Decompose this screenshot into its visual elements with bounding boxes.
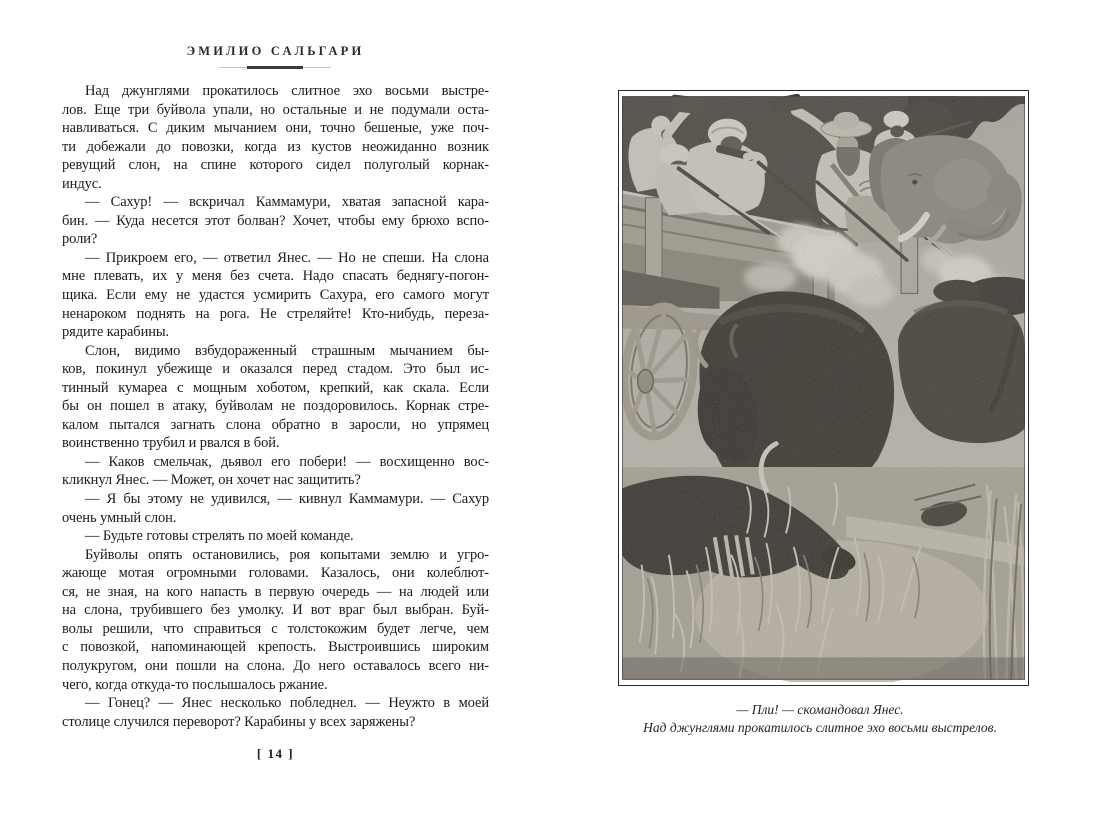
text-line: столице случился переворот? Карабины у всех заряжены? [62, 713, 416, 730]
text-line: Буйволы опять остановились, роя копытами землю и угро- [85, 546, 489, 563]
text-line: бин. — Куда несется этот болван? Хочет, чтобы ему брюхо вспо- [62, 212, 489, 229]
text-line: полукругом, они пошли на слона. До него оставалось всего ни- [62, 657, 489, 674]
text-line: роли? [62, 231, 98, 248]
running-header: ЭМИЛИО САЛЬГАРИ [186, 44, 365, 58]
text-line: ти добежали до повозки, когда из кустов неожиданно возник [62, 138, 489, 155]
text-line: навливаться. С диким мычанием они, точно бешеные, уже поч- [62, 120, 489, 137]
text-line: ненароком поднять на рога. Не стреляйте! Кто-нибудь, переза- [62, 305, 489, 322]
text-line: ревущий слон, на спине которого сидел полуголый корнак- [62, 157, 489, 174]
header-rule-ornament [219, 66, 331, 69]
paragraph [62, 342, 489, 453]
text-line: калом пытался загнать слона обратно в заросли, но упрямец [62, 416, 489, 433]
text-line: — Сахур! — вскричал Каммамури, хватая запасной кара- [85, 194, 489, 211]
text-line: — Будьте готовы стрелять по моей команде. [85, 528, 354, 545]
text-line: — Я бы этому не удивился, — кивнул Каммамури. — Сахур [85, 491, 489, 508]
text-line: тинный кумареа с мощным хоботом, крепкий, как скала. Если [62, 379, 489, 396]
text-line: — Прикроем его, — ответил Янес. — Но не спеши. На слона [85, 249, 489, 266]
paragraph [62, 453, 489, 490]
text-line: Слон, видимо взбудораженный страшным мычанием бы- [85, 342, 489, 359]
text-line: на слона, трубившего без умолку. И вот враг был выбран. Буй- [62, 602, 489, 619]
illustration-caption [615, 701, 1025, 736]
text-line: воинственно трубил и рвался в бой. [62, 435, 280, 452]
text-line: кликнул Янес. — Может, он хочет нас защитить? [62, 472, 361, 489]
text-line: ков, покинул убежище и оказался перед стадом. Это был ис- [62, 361, 489, 378]
text-line: Над джунглями прокатилось слитное эхо восьми выстре- [85, 83, 489, 99]
paragraph [62, 694, 489, 731]
paragraph [62, 249, 489, 342]
text-line: — Гонец? — Янес несколько побледнел. — Неужто в моей [85, 695, 489, 712]
paragraph [62, 546, 489, 694]
text-line: ся, не зная, на кого напасть в первую очередь — на людей или [62, 583, 489, 600]
text-line: индус. [62, 175, 102, 192]
illustration-image [622, 94, 1025, 682]
text-line: бы он пошел в атаку, буйволам не поздоровилось. Корнак стре- [62, 398, 489, 415]
paragraph [62, 193, 489, 249]
text-line: чего, когда откуда-то послышалось ржание. [62, 676, 328, 693]
text-line: очень умный слон. [62, 509, 177, 526]
illustration-frame [618, 90, 1029, 686]
text-line: щика. Если ему не удастся усмирить Сахура, его самого могут [62, 287, 489, 304]
text-line: лов. Еще три буйвола упали, но остальные и не подумали оста- [62, 101, 489, 118]
text-line: жающе мотая огромными головами. Казалось, они колеблют- [62, 565, 489, 582]
paragraph [62, 82, 489, 193]
caption-line-1: — Пли! — скомандовал Янес. [736, 702, 904, 717]
paragraph [62, 490, 489, 527]
text-block [62, 82, 489, 731]
text-line: рядите карабины. [62, 324, 170, 341]
paragraph [62, 527, 489, 546]
halftone-grain [622, 96, 1025, 680]
page-number: [ 14 ] [256, 746, 295, 761]
text-line: мне плевать, их у меня без счета. Надо спасать беднягу-погон- [62, 268, 489, 285]
text-line: с повозкой, напоминающей крепость. Выстроившись широким [62, 639, 489, 656]
text-line: волы решили, что справиться с толстокожим будет легче, чем [62, 620, 489, 637]
text-line: — Каков смельчак, дьявол его побери! — восхищенно вос- [85, 453, 489, 470]
caption-line-2: Над джунглями прокатилось слитное эхо восьми выстрелов. [643, 719, 997, 735]
